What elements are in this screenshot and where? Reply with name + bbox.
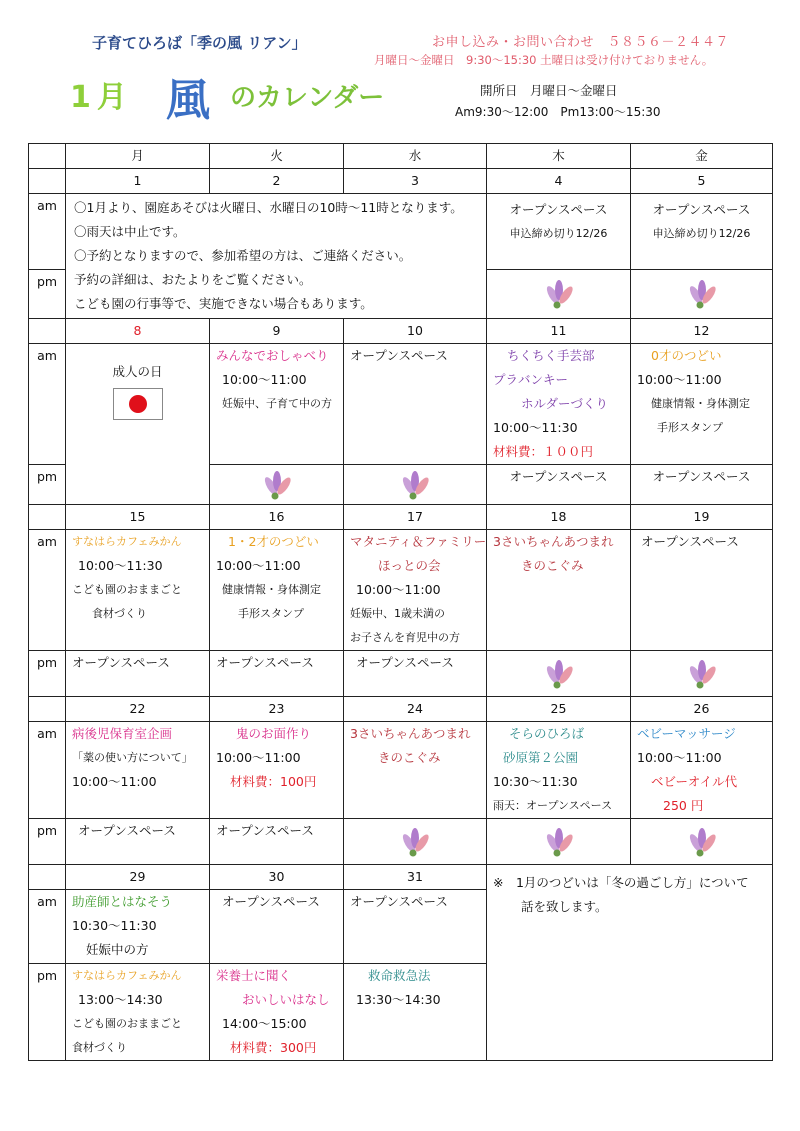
event-note: 手形スタンプ	[238, 607, 304, 620]
flower-icon	[685, 827, 719, 857]
event-time: 10:00～11:00	[72, 774, 157, 789]
event-note: こども園のおままごと	[72, 1017, 182, 1030]
date-cell: 15	[66, 505, 210, 530]
event-title: 病後児保育室企画	[72, 726, 173, 741]
weekday-mon: 月	[66, 144, 210, 169]
event-title: すなはらカフェみかん	[72, 535, 182, 548]
event-title: オープンスペース	[652, 202, 751, 217]
event-time: 10:00～11:30	[493, 420, 578, 435]
pm-label: pm	[29, 651, 66, 697]
event-time: 10:00～11:00	[222, 372, 307, 387]
event-cell	[210, 964, 344, 1061]
empty-cell	[344, 465, 487, 505]
date-cell: 9	[210, 319, 344, 344]
open-times: Am9:30～12:00 Pm13:00～15:30	[455, 105, 661, 119]
flower-icon	[542, 827, 576, 857]
empty-cell	[631, 270, 773, 319]
date-cell: 12	[631, 319, 773, 344]
event-title: オープンスペース	[216, 823, 314, 838]
pm-label: pm	[29, 270, 66, 319]
notice-line: 〇1月より、園庭あそびは火曜日、水曜日の10時～11時となります。	[74, 200, 463, 215]
event-cell	[487, 344, 631, 465]
event-time: 10:30～11:30	[493, 774, 578, 789]
event-title: そらのひろば	[509, 726, 585, 741]
date-cell: 2	[210, 169, 344, 194]
event-title: 栄養士に聞く	[216, 968, 292, 983]
event-cell	[344, 890, 487, 964]
event-note: 食材づくり	[92, 607, 147, 620]
date-cell: 16	[210, 505, 344, 530]
empty-cell	[487, 819, 631, 865]
pm-row	[29, 819, 773, 865]
event-title: オープンスペース	[509, 469, 608, 484]
event-title: 助産師とはなそう	[72, 894, 173, 909]
calendar-title: のカレンダー	[230, 83, 385, 113]
date-cell: 25	[487, 697, 631, 722]
event-cell	[344, 651, 487, 697]
am-label: am	[29, 194, 66, 270]
flower-icon	[398, 827, 432, 857]
event-title: オープンスペース	[78, 823, 176, 838]
monthly-note: 話を致します。	[521, 899, 608, 914]
am-row	[29, 722, 773, 819]
event-cell	[487, 465, 631, 505]
event-note: 雨天：オープンスペース	[493, 799, 613, 812]
event-time: 13:30～14:30	[356, 992, 441, 1007]
hours-note: 月曜日～金曜日 9:30～15:30 土曜日は受け付けておりません。	[374, 53, 714, 67]
am-row	[29, 530, 773, 651]
event-time: 10:00～11:00	[637, 750, 722, 765]
event-cell	[210, 819, 344, 865]
event-note: 健康情報・身体測定	[651, 397, 750, 410]
event-cell	[66, 651, 210, 697]
event-subtitle: きのこぐみ	[378, 750, 441, 765]
event-title: 1・2才のつどい	[228, 534, 319, 549]
am-label: am	[29, 530, 66, 651]
empty-cell	[210, 465, 344, 505]
month-label: 1月	[70, 80, 133, 115]
event-title: ベビーマッサージ	[637, 726, 736, 741]
event-time: 10:00～11:30	[78, 558, 163, 573]
date-cell: 24	[344, 697, 487, 722]
event-title: オープンスペース	[350, 348, 448, 363]
event-title: オープンスペース	[222, 894, 320, 909]
event-title: 3さいちゃんあつまれ	[350, 726, 471, 741]
notice-line: 〇予約となりますので、参加希望の方は、ご連絡ください。	[74, 248, 412, 263]
event-title: オープンスペース	[350, 894, 448, 909]
event-cell	[210, 530, 344, 651]
event-cell	[66, 890, 210, 964]
date-cell: 30	[210, 865, 344, 890]
event-cell	[631, 465, 773, 505]
event-cell	[631, 530, 773, 651]
date-cell: 18	[487, 505, 631, 530]
date-cell: 31	[344, 865, 487, 890]
event-cell	[344, 530, 487, 651]
contact-info: お申し込み・お問い合わせ ５８５６－２４４７	[432, 35, 730, 50]
event-subtitle: プラバンキー	[493, 372, 569, 387]
flower-icon	[398, 470, 432, 500]
event-title: すなはらカフェみかん	[72, 969, 182, 982]
event-time: 10:00～11:00	[216, 558, 301, 573]
event-fee: 材料費：100円	[230, 774, 317, 789]
weekday-header-row	[29, 144, 773, 169]
event-time: 14:00～15:00	[222, 1016, 307, 1031]
event-note: 健康情報・身体測定	[222, 583, 321, 596]
date-cell: 10	[344, 319, 487, 344]
event-cell	[487, 530, 631, 651]
notice-line: こども園の行事等で、実施できない場合もあります。	[74, 296, 373, 311]
event-time: 10:00～11:00	[216, 750, 301, 765]
date-row	[29, 865, 773, 890]
event-cell	[66, 964, 210, 1061]
event-note: お子さんを育児中の方	[350, 631, 460, 644]
event-time: 10:30～11:30	[72, 918, 157, 933]
event-title: 3さいちゃんあつまれ	[493, 534, 614, 549]
event-title: オープンスペース	[641, 534, 739, 549]
pm-label: pm	[29, 819, 66, 865]
event-title: みんなでおしゃべり	[216, 348, 329, 363]
empty-cell	[631, 651, 773, 697]
event-subtitle: ほっとの会	[378, 558, 441, 573]
event-cell	[210, 722, 344, 819]
corner-cell	[29, 144, 66, 169]
date-row	[29, 169, 773, 194]
event-cell	[487, 194, 631, 270]
event-cell	[66, 722, 210, 819]
event-note: 妊娠中の方	[86, 942, 149, 957]
event-note: 申込締め切り12/26	[652, 227, 751, 240]
event-title: オープンスペース	[216, 655, 314, 670]
event-title: オープンスペース	[509, 202, 608, 217]
event-time: 10:00～11:00	[356, 582, 441, 597]
pm-label: pm	[29, 465, 66, 505]
kaze-character: 風	[166, 75, 210, 126]
event-fee: 材料費：300円	[230, 1040, 317, 1055]
flower-icon	[260, 470, 294, 500]
am-row	[29, 344, 773, 465]
event-note: 食材づくり	[72, 1041, 127, 1054]
pm-row	[29, 651, 773, 697]
weekday-fri: 金	[631, 144, 773, 169]
date-cell: 11	[487, 319, 631, 344]
flower-icon	[685, 659, 719, 689]
event-fee: 材料費：１００円	[493, 444, 594, 459]
flower-icon	[542, 279, 576, 309]
event-cell	[66, 819, 210, 865]
holiday-cell	[66, 344, 210, 505]
event-note: 「薬の使い方について」	[72, 751, 193, 764]
pm-label: pm	[29, 964, 66, 1061]
empty-cell	[487, 270, 631, 319]
event-cell	[631, 344, 773, 465]
event-note: 申込締め切り12/26	[509, 227, 608, 240]
holiday-name: 成人の日	[112, 364, 163, 379]
date-row	[29, 697, 773, 722]
event-cell	[344, 964, 487, 1061]
event-title: オープンスペース	[652, 469, 751, 484]
date-cell: 23	[210, 697, 344, 722]
notice-cell	[66, 194, 487, 319]
event-cell	[344, 344, 487, 465]
event-note: 妊娠中、1歳未満の	[350, 607, 445, 620]
event-title: 0才のつどい	[651, 348, 722, 363]
event-cell	[210, 344, 344, 465]
event-note: こども園のおままごと	[72, 583, 182, 596]
date-cell: 1	[66, 169, 210, 194]
calendar-table	[28, 143, 773, 1061]
event-cell	[344, 722, 487, 819]
weekday-tue: 火	[210, 144, 344, 169]
event-cell	[487, 722, 631, 819]
flower-icon	[685, 279, 719, 309]
empty-cell	[487, 651, 631, 697]
org-title: 子育てひろば「季の風 リアン」	[92, 34, 307, 52]
date-row	[29, 505, 773, 530]
event-title: オープンスペース	[72, 655, 170, 670]
japan-flag-icon	[113, 388, 163, 420]
date-cell: 4	[487, 169, 631, 194]
date-cell-holiday: 8	[66, 319, 210, 344]
event-title: 鬼のお面作り	[236, 726, 312, 741]
event-cell	[66, 530, 210, 651]
event-cell	[210, 890, 344, 964]
event-fee-label: ベビーオイル代	[651, 774, 738, 789]
date-cell: 3	[344, 169, 487, 194]
date-cell: 26	[631, 697, 773, 722]
weekday-thu: 木	[487, 144, 631, 169]
event-note: 妊娠中、子育て中の方	[222, 397, 332, 410]
open-days: 開所日 月曜日～金曜日	[480, 83, 618, 98]
event-location: 砂原第２公園	[503, 750, 579, 765]
event-note: 手形スタンプ	[657, 421, 723, 434]
event-title: マタニティ＆ファミリー	[350, 534, 487, 549]
am-label: am	[29, 890, 66, 964]
event-title: 救命救急法	[368, 968, 431, 983]
am-row	[29, 194, 773, 270]
notice-line: 〇雨天は中止です。	[74, 224, 186, 239]
event-cell	[631, 722, 773, 819]
empty-cell	[344, 819, 487, 865]
monthly-note-cell	[487, 865, 773, 1061]
date-cell: 5	[631, 169, 773, 194]
event-title: ちくちく手芸部	[507, 348, 595, 363]
event-title: オープンスペース	[356, 655, 454, 670]
empty-cell	[631, 819, 773, 865]
event-time: 10:00～11:00	[637, 372, 722, 387]
am-label: am	[29, 344, 66, 465]
monthly-note: ※ 1月のつどいは「冬の過ごし方」について	[493, 875, 749, 890]
flower-icon	[542, 659, 576, 689]
event-subtitle: きのこぐみ	[521, 558, 584, 573]
event-cell	[210, 651, 344, 697]
event-time: 13:00～14:30	[78, 992, 163, 1007]
event-fee: 250 円	[663, 798, 704, 813]
date-cell: 29	[66, 865, 210, 890]
date-cell: 19	[631, 505, 773, 530]
event-cell	[631, 194, 773, 270]
date-row	[29, 319, 773, 344]
notice-line: 予約の詳細は、おたよりをご覧ください。	[74, 272, 312, 287]
date-cell: 17	[344, 505, 487, 530]
date-cell: 22	[66, 697, 210, 722]
am-label: am	[29, 722, 66, 819]
weekday-wed: 水	[344, 144, 487, 169]
event-subtitle: おいしいはなし	[242, 992, 330, 1007]
event-subtitle: ホルダーづくり	[521, 396, 609, 411]
